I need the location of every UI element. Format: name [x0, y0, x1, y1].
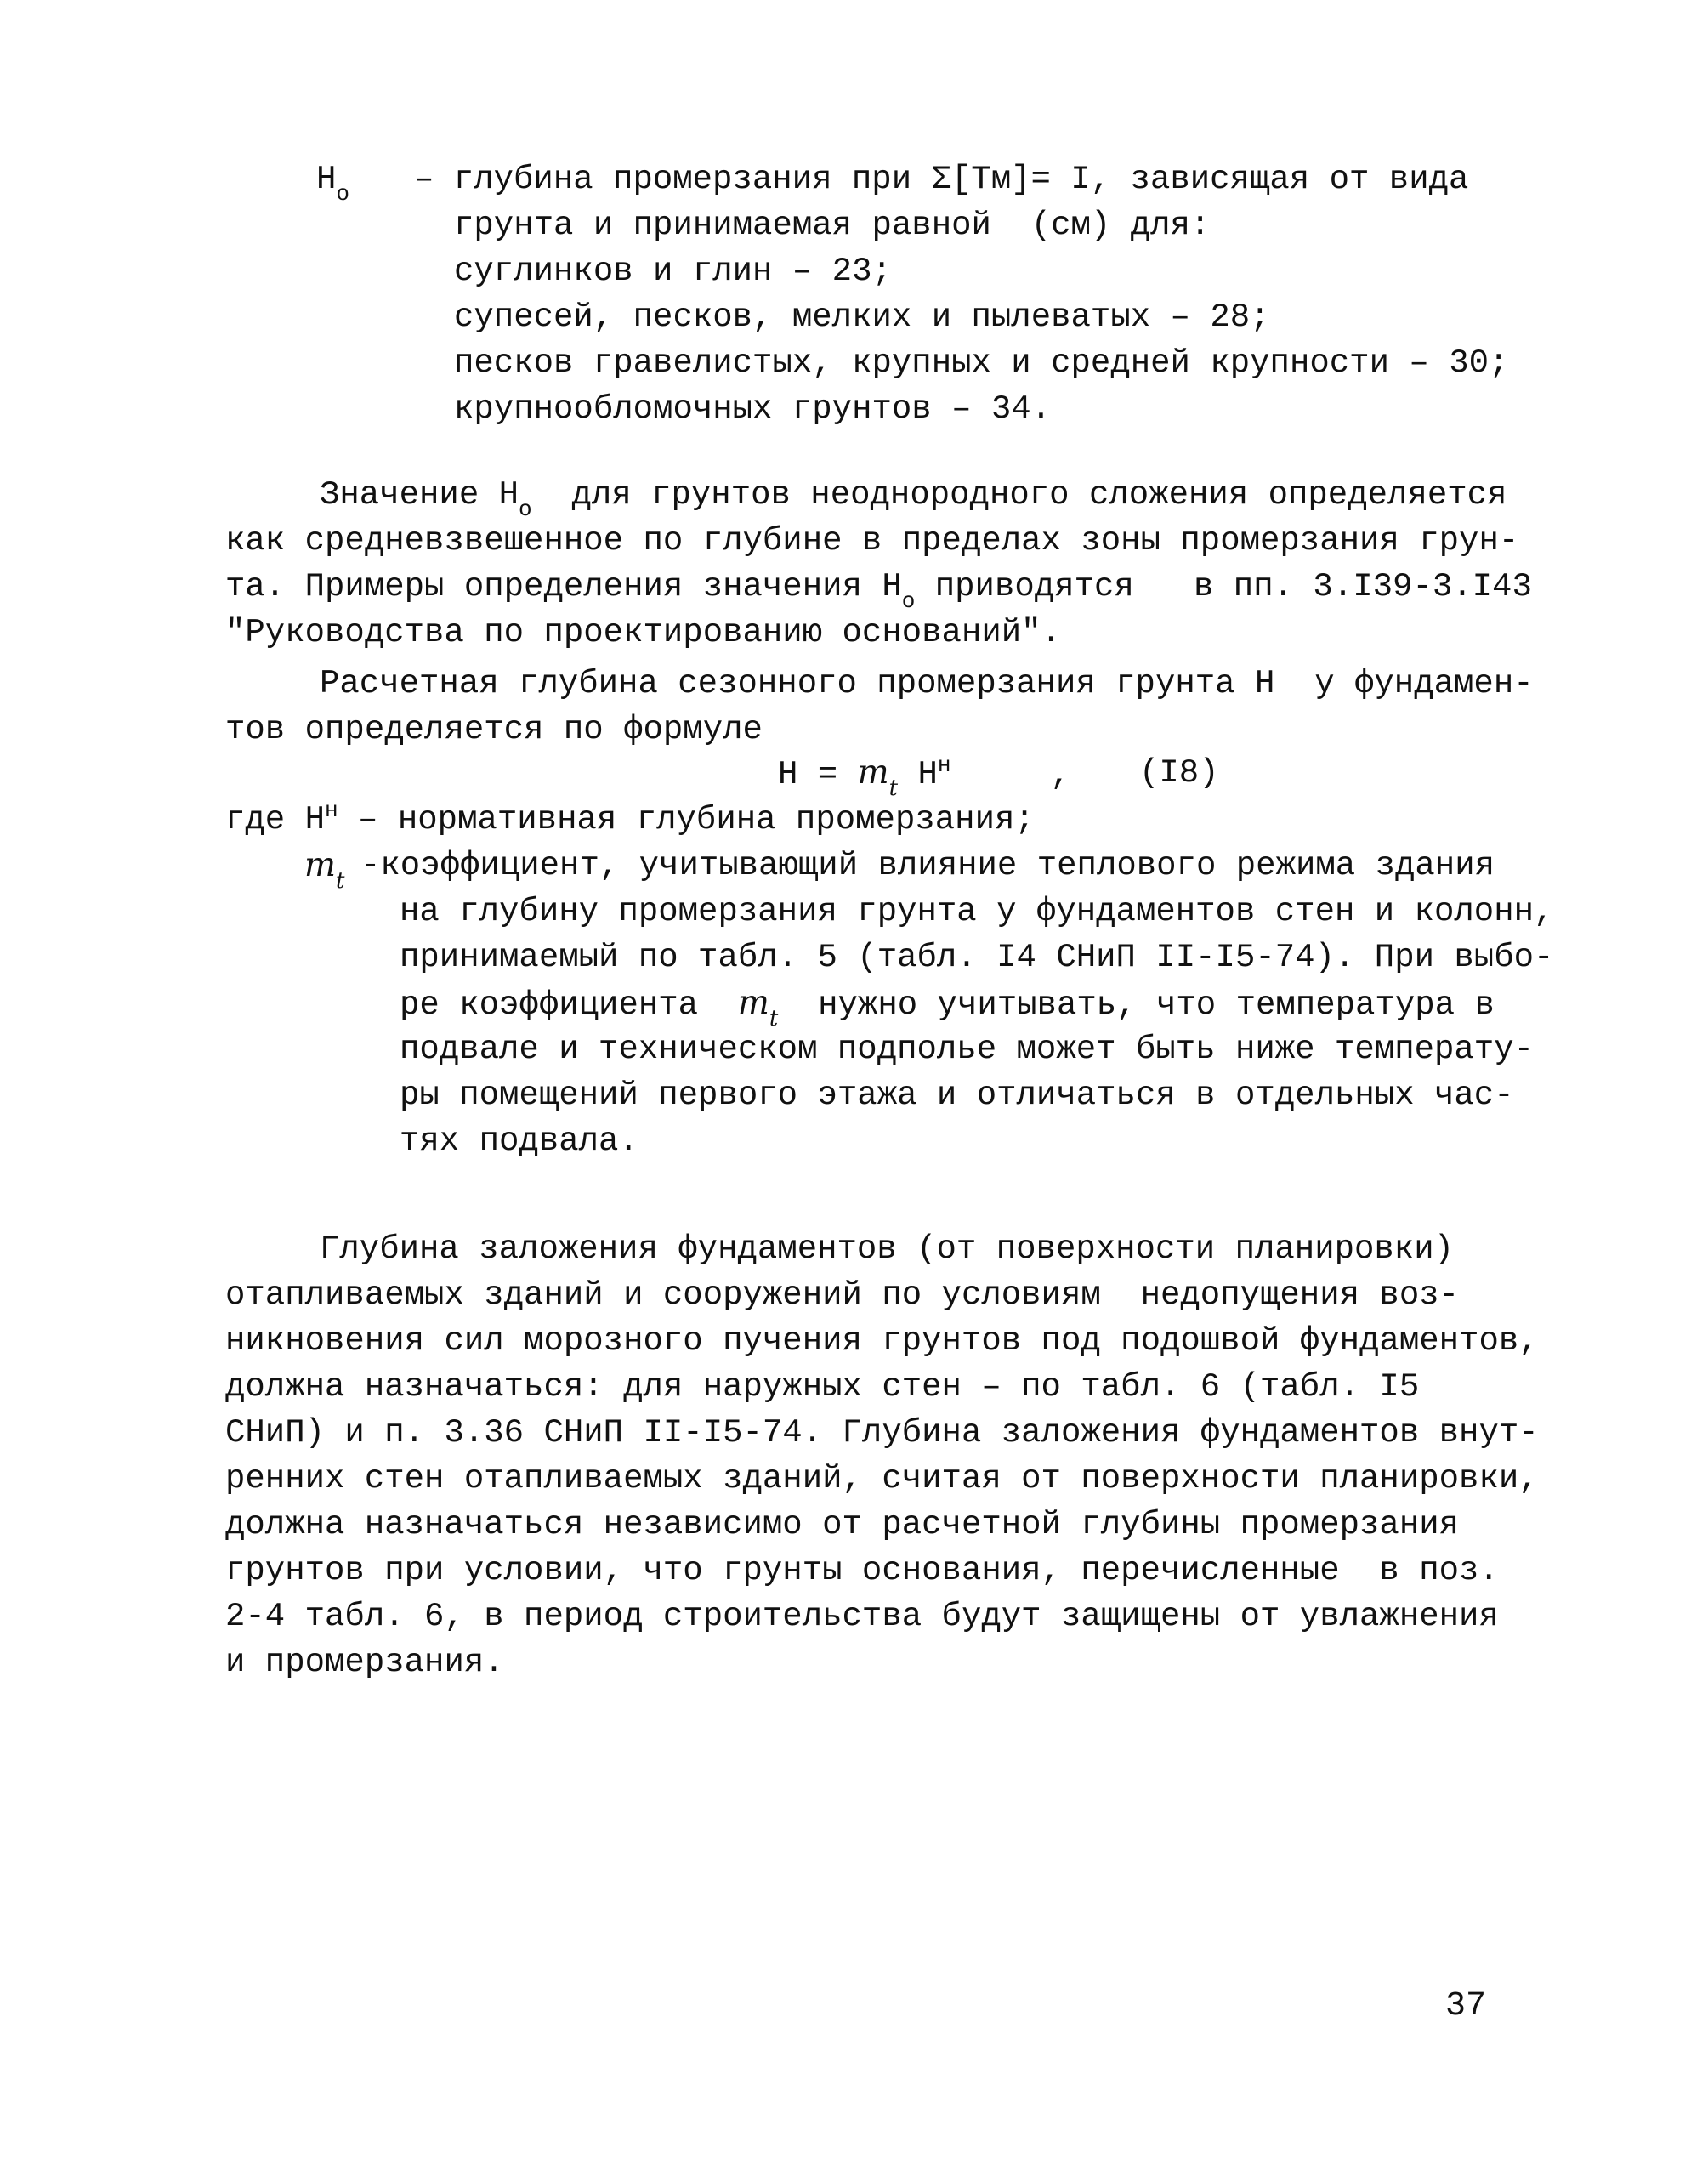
h0-definition-line-4: супесей, песков, мелких и пылеватых – 28; [454, 298, 1270, 336]
para3-line-4: должна назначаться: для наружных стен – по табл. 6 (табл. I5 [225, 1368, 1420, 1406]
formula: $H = m_t$ $H^н$ , [778, 753, 1070, 801]
para3-line-7: должна назначаться независимо от расчетной глубины промерзания [225, 1506, 1460, 1543]
h0-definition-line-1: – глубина промерзания при Σ[Tм]= I, зависящая от вида [414, 161, 1469, 198]
mt-symbol: $m_t$ [304, 846, 345, 894]
h0-definition-line-5: песков гравелистых, крупных и средней крупности – 30; [454, 344, 1509, 382]
para3-line-3: никновения сил морозного пучения грунтов под подошвой фундаментов, [225, 1322, 1539, 1360]
where-line-2: -коэффициент, учитывающий влияние теплового режима здания [360, 847, 1495, 884]
where-line-5: ре коэффициента $m_t$ нужно учитывать, что температура в [400, 984, 1495, 1031]
para3-line-5: СНиП) и п. 3.36 СНиП II-I5-74. Глубина заложения фундаментов внут- [225, 1414, 1539, 1452]
para1-line-4: "Руководства по проектированию оснований". [225, 614, 1061, 651]
para1-line-1: Значение $H_o$ для грунтов неоднородного сложения определяется [320, 476, 1507, 522]
h0-definition-line-3: суглинков и глин – 23; [454, 253, 892, 290]
para3-line-9: 2-4 табл. 6, в период строительства будут защищены от увлажнения [225, 1598, 1499, 1635]
para3-line-8: грунтов при условии, что грунты основания, перечисленные в поз. [225, 1552, 1499, 1589]
where-line-3: на глубину промерзания грунта у фундаментов стен и колонн, [400, 893, 1554, 930]
formula-number: (I8) [1139, 754, 1219, 792]
where-line-7: ры помещений первого этажа и отличаться в отдельных час- [400, 1077, 1514, 1114]
h0-symbol: $H_o$ [316, 161, 350, 207]
para3-line-10: и промерзания. [225, 1644, 504, 1681]
h0-definition-line-6: крупнообломочных грунтов – 34. [454, 390, 1052, 428]
para2-line-2: тов определяется по формуле [225, 711, 763, 748]
para1-line-3: та. Примеры определения значения $H_o$ приводятся в пп. 3.I39-3.I43 [225, 568, 1532, 614]
para2-line-1: Расчетная глубина сезонного промерзания грунта H у фундамен- [320, 665, 1534, 702]
para3-line-6: ренних стен отапливаемых зданий, считая от поверхности планировки, [225, 1460, 1539, 1497]
where-line-4: принимаемый по табл. 5 (табл. I4 СНиП II-I5-74). При выбо- [400, 939, 1554, 976]
where-line-8: тях подвала. [400, 1122, 638, 1160]
where-line-1: где $H^н$ – нормативная глубина промерзания; [225, 798, 1035, 838]
page-number: 37 [1445, 1987, 1487, 2025]
where-line-6: подвале и техническом подполье может быть ниже температу- [400, 1031, 1535, 1068]
h0-definition-line-2: грунта и принимаемая равной (см) для: [454, 207, 1211, 244]
para1-line-2: как средневзвешенное по глубине в пределах зоны промерзания грун- [225, 522, 1519, 560]
para3-line-2: отапливаемых зданий и сооружений по условиям недопущения воз- [225, 1276, 1460, 1314]
para3-line-1: Глубина заложения фундаментов (от поверхности планировки) [320, 1230, 1455, 1268]
